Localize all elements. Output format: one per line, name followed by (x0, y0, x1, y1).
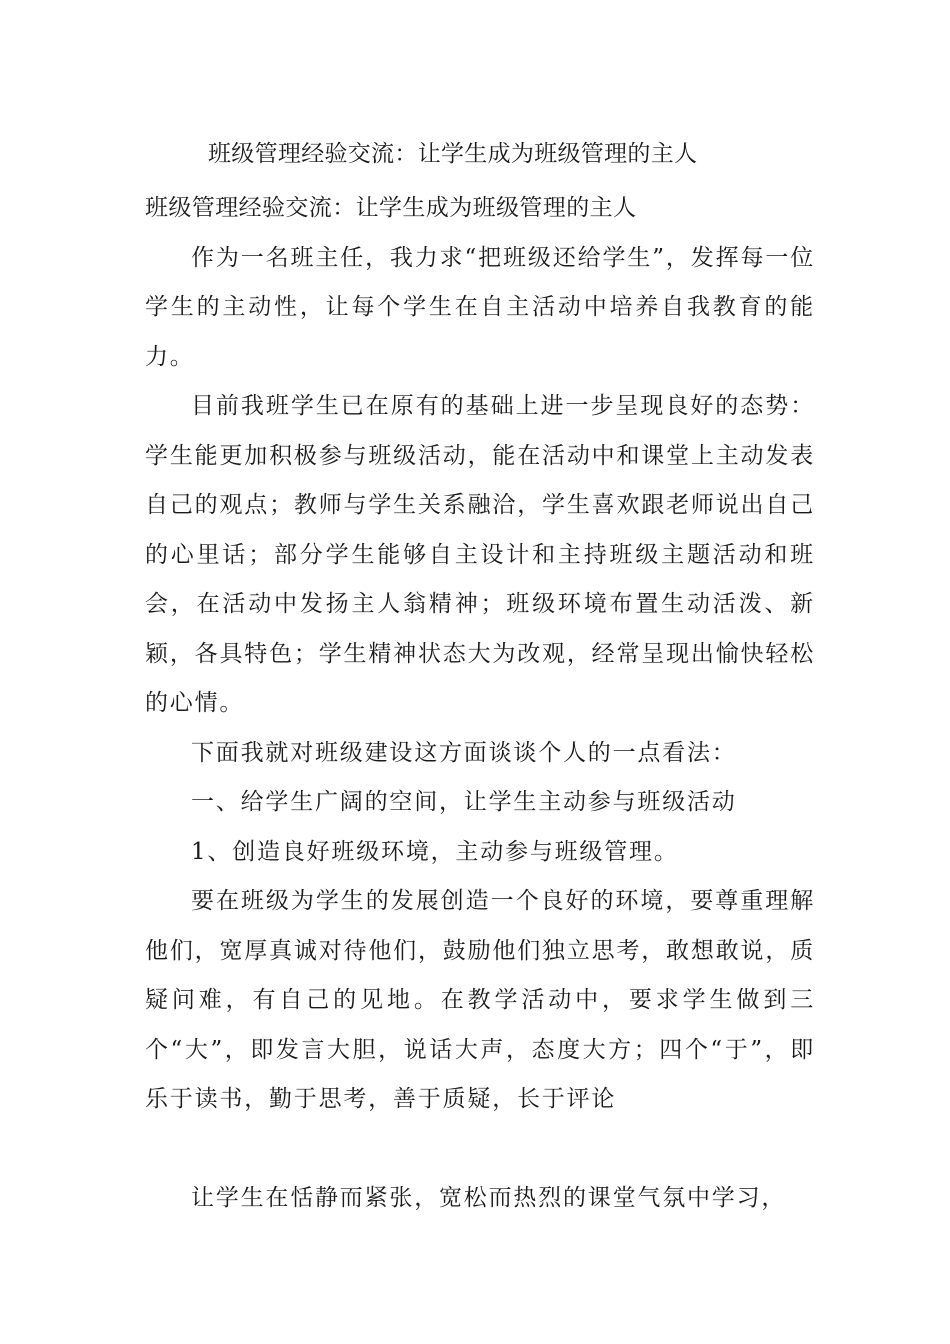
document-body (145, 184, 815, 1223)
document-title: 班级管理经验交流：让学生成为班级管理的主人 (208, 141, 698, 167)
subsection-heading-1-1: 1、创造良好班级环境，主动参与班级管理。 (191, 838, 679, 865)
paragraph-environment: 要在班级为学生的发展创造一个良好的环境，要尊重理解他们，宽厚真诚对待他们，鼓励他们独立思考，敢想敢说，质疑问难，有自己的见地。在教学活动中，要求学生做到三个“大”，即发言大胆，说话大声，态度大方；四个“于”，即乐于读书，勤于思考，善于质疑，长于评论 (145, 888, 815, 1112)
paragraph-lead-in: 下面我就对班级建设这方面谈谈个人的一点看法： (191, 739, 737, 766)
document-subtitle: 班级管理经验交流：让学生成为班级管理的主人 (145, 195, 637, 221)
paragraph-intro: 作为一名班主任，我力求“把班级还给学生”，发挥每一位学生的主动性，让每个学生在自主活动中培养自我教育的能力。 (145, 244, 815, 370)
section-heading-1: 一、给学生广阔的空间，让学生主动参与班级活动 (191, 789, 737, 815)
paragraph-status: 目前我班学生已在原有的基础上进一步呈现良好的态势：学生能更加积极参与班级活动，能在活动中和课堂上主动发表自己的观点；教师与学生关系融洽，学生喜欢跟老师说出自己的心里话；部分学生能够自主设计和主持班级主题活动和班会，在活动中发扬主人翁精神；班级环境布置生动活泼、新颖，各具特色；学生精神状态大为改观，经常呈现出愉快轻松的心情。 (145, 393, 815, 716)
paragraph-classroom: 让学生在恬静而紧张，宽松而热烈的课堂气氛中学习， (191, 1184, 787, 1211)
